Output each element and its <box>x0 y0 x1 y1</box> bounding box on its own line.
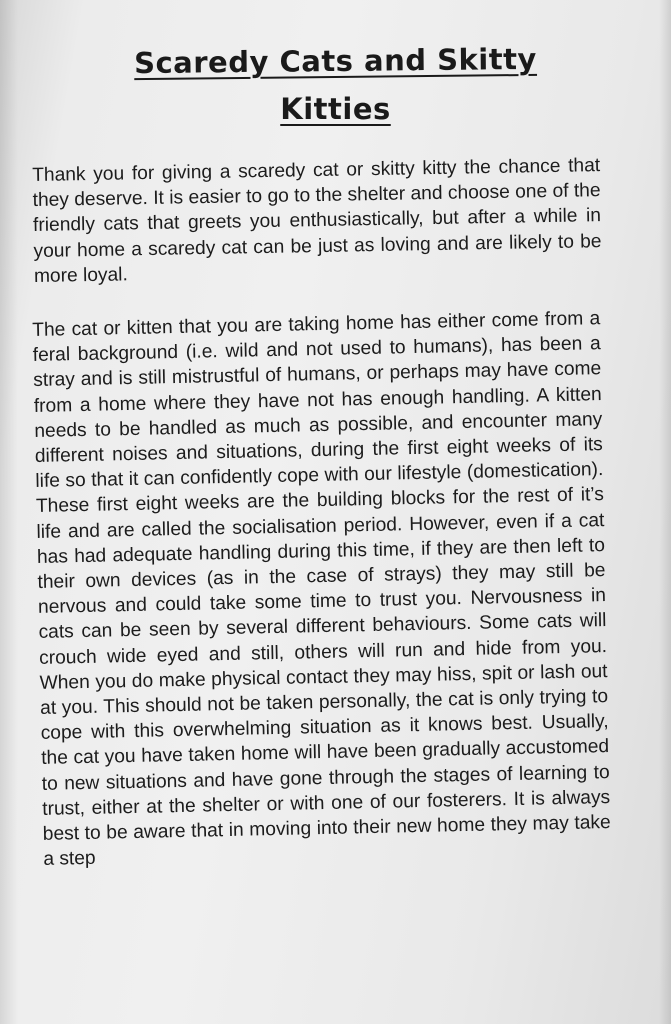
body-paragraph: The cat or kitten that you are taking home has either come from a feral background (i.e. wild and not used to humans), has been a stray and is still mistrustful of humans, or perhaps may have come from a home where they have not has enough handling. A kitten needs to be handled as much as possible, and encounter many different noises and situations, during the first eight weeks of its life so that it can confidently cope with our lifestyle (domestication). These first eight weeks are the building blocks for the rest of it’s life and are called the socialisation period. However, even if a cat has had adequate handling during this time, if they are then left to their own devices (as in the case of strays) they may still be nervous and could take some time to trust you. Nervousness in cats can be seen by several different behaviours. Some cats will crouch wide eyed and still, others will run and hide from you. When you do make physical contact they may hiss, spit or lash out at you. This should not be taken personally, the cat is only trying to cope with this overwhelming situation as it knows best. Usually, the cat you have taken home will have been gradually accustomed to new situations and have gone through the stages of learning to trust, either at the shelter or with one of our fosterers. It is always best to be aware that in moving into their new home they may take a step <box>32 308 611 871</box>
intro-paragraph: Thank you for giving a scaredy cat or skitty kitty the chance that they deserve. It is easier to go to the shelter and choose one of the friendly cats that greets you enthusiastically, but after a while in your home a scaredy cat can be just as loving and are likely to be more loyal. <box>32 155 602 287</box>
title-text-2: Kitties <box>280 92 391 126</box>
page-title-line-2 <box>0 92 671 126</box>
title-text-1: Scaredy Cats and Skitty <box>133 41 538 81</box>
page-shadow-right <box>659 0 671 1024</box>
page-title-line-1 <box>0 40 671 81</box>
page-shadow-left <box>0 0 18 1024</box>
